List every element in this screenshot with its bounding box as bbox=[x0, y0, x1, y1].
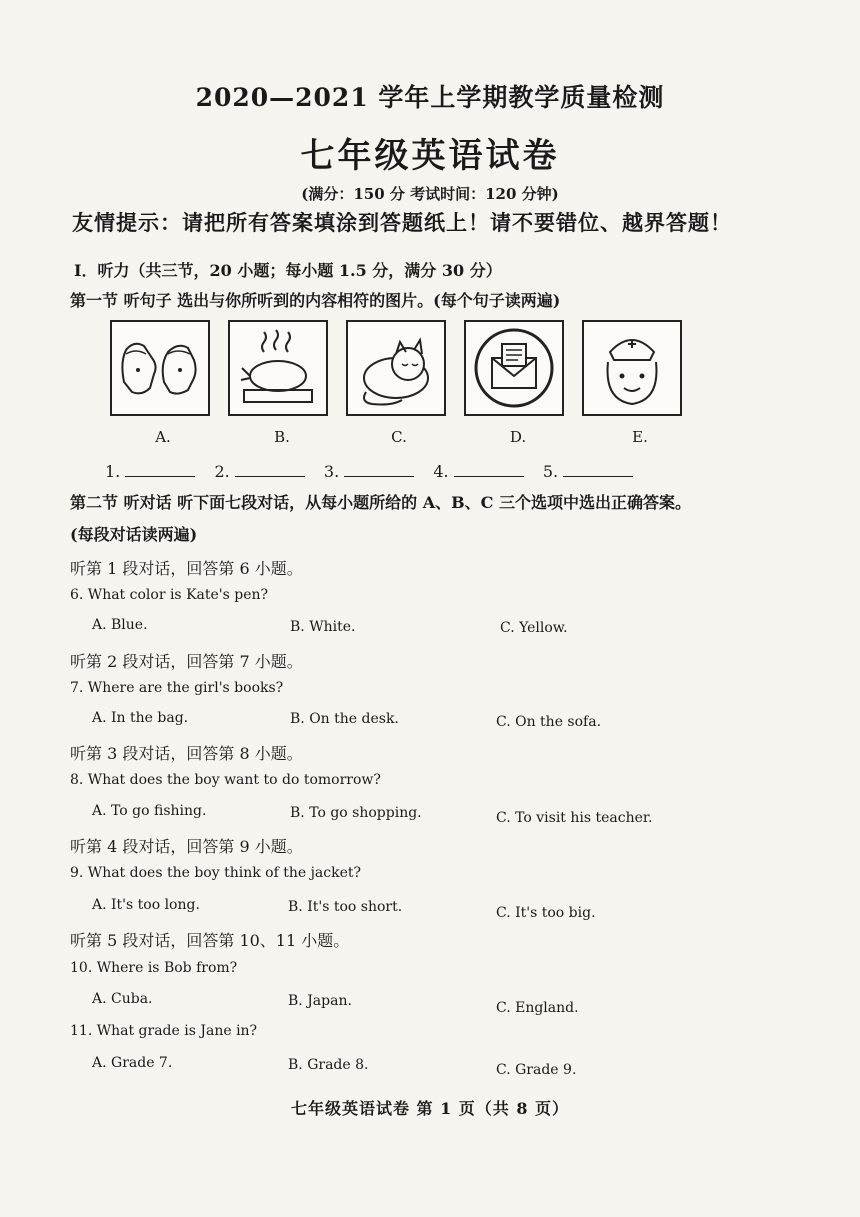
blank-label: 2. bbox=[214, 462, 230, 481]
page-footer: 七年级英语试卷 第 1 页（共 8 页） bbox=[290, 1099, 570, 1118]
picture-label-c: C. bbox=[391, 428, 407, 446]
question-text: 11. What grade is Jane in? bbox=[70, 1023, 258, 1039]
answer-blanks bbox=[105, 462, 647, 481]
friendly-tip: 友情提示：请把所有答案填涂到答题纸上！请不要错位、越界答题！ bbox=[72, 210, 732, 235]
answer-blank[interactable] bbox=[344, 462, 414, 477]
answer-blank[interactable] bbox=[454, 462, 524, 477]
exam-info: (满分：150 分 考试时间：120 分钟) bbox=[301, 185, 559, 203]
option-a[interactable]: A. It's too long. bbox=[92, 897, 200, 913]
option-c[interactable]: C. To visit his teacher. bbox=[496, 810, 653, 826]
option-b[interactable]: B. To go shopping. bbox=[290, 805, 422, 821]
picture-row bbox=[110, 320, 710, 420]
blank-label: 1. bbox=[105, 462, 121, 481]
answer-blank[interactable] bbox=[235, 462, 305, 477]
option-c[interactable]: C. Grade 9. bbox=[496, 1062, 577, 1078]
option-b[interactable]: B. Japan. bbox=[288, 993, 352, 1009]
exam-subject-title: 七年级英语试卷 bbox=[300, 136, 560, 176]
blank-label: 3. bbox=[323, 462, 340, 481]
question-text: 6. What color is Kate's pen? bbox=[70, 587, 269, 603]
answer-blank[interactable] bbox=[125, 462, 195, 477]
part2-heading: 第二节 听对话 听下面七段对话，从每小题所给的 A、B、C 三个选项中选出正确答案。 bbox=[70, 493, 691, 512]
option-a[interactable]: A. To go fishing. bbox=[92, 803, 207, 819]
option-b[interactable]: B. It's too short. bbox=[288, 899, 403, 915]
option-c[interactable]: C. It's too big. bbox=[496, 905, 596, 921]
option-a[interactable]: A. Cuba. bbox=[92, 991, 153, 1007]
option-c[interactable]: C. England. bbox=[496, 1000, 579, 1016]
exam-title: 2020—2021 学年上学期教学质量检测 bbox=[195, 83, 665, 112]
nurse-icon bbox=[582, 320, 682, 416]
dialogue-intro: 听第 4 段对话，回答第 9 小题。 bbox=[70, 837, 303, 856]
option-c[interactable]: C. Yellow. bbox=[500, 620, 568, 636]
blank-label: 4. bbox=[433, 462, 449, 481]
dialogue-intro: 听第 2 段对话，回答第 7 小题。 bbox=[70, 652, 303, 671]
option-a[interactable]: A. Grade 7. bbox=[92, 1055, 173, 1071]
mittens-icon bbox=[110, 320, 210, 416]
answer-blank[interactable] bbox=[563, 462, 633, 477]
part2-note: (每段对话读两遍) bbox=[70, 525, 198, 544]
part1-heading: 第一节 听句子 选出与你所听到的内容相符的图片。(每个句子读两遍) bbox=[70, 291, 561, 310]
picture-label-b: B. bbox=[274, 428, 290, 446]
option-b[interactable]: B. White. bbox=[290, 619, 356, 635]
picture-label-e: E. bbox=[632, 428, 648, 446]
option-b[interactable]: B. Grade 8. bbox=[288, 1057, 369, 1073]
option-c[interactable]: C. On the sofa. bbox=[496, 714, 602, 730]
question-text: 9. What does the boy think of the jacket? bbox=[70, 865, 362, 881]
picture-label-d: D. bbox=[509, 428, 527, 446]
dialogue-intro: 听第 3 段对话，回答第 8 小题。 bbox=[70, 744, 303, 763]
section-listening-heading: I．听力（共三节，20 小题；每小题 1.5 分，满分 30 分） bbox=[74, 261, 502, 280]
dialogue-intro: 听第 5 段对话，回答第 10、11 小题。 bbox=[70, 931, 350, 950]
question-text: 8. What does the boy want to do tomorrow? bbox=[70, 772, 381, 788]
option-a[interactable]: A. Blue. bbox=[92, 617, 148, 633]
dialogue-intro: 听第 1 段对话，回答第 6 小题。 bbox=[70, 559, 303, 578]
option-b[interactable]: B. On the desk. bbox=[290, 711, 399, 727]
question-text: 10. Where is Bob from? bbox=[70, 960, 238, 976]
roast-chicken-icon bbox=[228, 320, 328, 416]
picture-label-a: A. bbox=[155, 428, 171, 446]
option-a[interactable]: A. In the bag. bbox=[92, 710, 189, 726]
envelope-icon bbox=[464, 320, 564, 416]
blank-label: 5. bbox=[542, 462, 559, 481]
sleeping-cat-icon bbox=[346, 320, 446, 416]
question-text: 7. Where are the girl's books? bbox=[70, 680, 284, 696]
